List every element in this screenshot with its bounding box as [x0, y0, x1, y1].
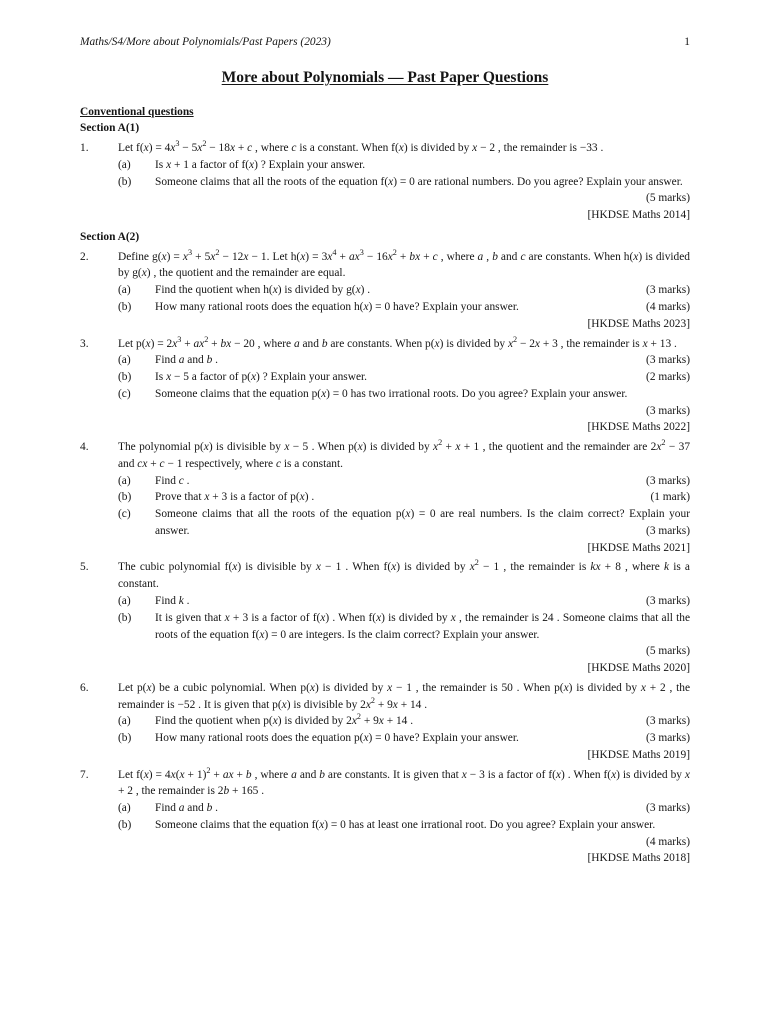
- question-part: [118, 282, 690, 299]
- part-text: Is x − 5 a factor of p(x) ? Explain your answer.: [155, 371, 368, 384]
- question-body: [118, 767, 690, 868]
- question-1: [80, 140, 690, 224]
- part-label: (b): [118, 818, 132, 831]
- part-label: (b): [118, 491, 132, 504]
- part-label: (a): [118, 802, 131, 815]
- part-label: (c): [118, 387, 131, 400]
- heading-section-a1: Section A(1): [80, 122, 140, 135]
- part-label: (b): [118, 175, 132, 188]
- question-part: [118, 506, 690, 540]
- part-text: How many rational roots does the equation h(x) = 0 have? Explain your answer.: [155, 300, 519, 313]
- part-text: Prove that x + 3 is a factor of p(x) .: [155, 491, 315, 504]
- part-marks: (2 marks): [646, 371, 690, 384]
- question-7: [80, 767, 690, 868]
- question-stem: The polynomial p(x) is divisible by x − 5 . When p(x) is divided by $x^2 + x + 1$ , the quotient and the remainder are $2x^2 - 37$ and cx + c − 1 respectively, where c is a constant.: [118, 438, 691, 470]
- question-number: 4.: [80, 441, 89, 454]
- source-ref: [HKDSE Maths 2022]: [587, 421, 690, 434]
- part-marks: (1 mark): [650, 491, 690, 504]
- header-title: Maths/S4/More about Polynomials/Past Papers (2023): [80, 36, 331, 48]
- question-body: [118, 680, 690, 764]
- part-label: (a): [118, 474, 131, 487]
- question-part: [118, 730, 690, 747]
- part-label: (a): [118, 715, 131, 728]
- question-body: [118, 336, 690, 437]
- part-text: Find a and b .: [155, 802, 219, 815]
- question-body: [118, 140, 690, 224]
- question-part: [118, 817, 690, 851]
- question-number: 3.: [80, 337, 89, 350]
- question-part: [118, 352, 690, 369]
- question-body: [118, 559, 690, 676]
- document-header: [80, 34, 690, 51]
- question-3: [80, 336, 690, 437]
- part-label: (a): [118, 158, 131, 171]
- part-text: Find the quotient when p(x) is divided by $2x^2 + 9x + 14$ .: [155, 712, 414, 728]
- doc-title: More about Polynomials — Past Paper Questions: [221, 68, 549, 86]
- source-ref: [HKDSE Maths 2023]: [587, 317, 690, 330]
- source-ref: [HKDSE Maths 2014]: [587, 209, 690, 222]
- part-marks: (3 marks): [646, 284, 690, 297]
- question-stem: The cubic polynomial f(x) is divisible by x − 1 . When f(x) is divided by $x^2 - 1$ , the remainder is kx + 8 , where k is a constant.: [118, 558, 690, 591]
- part-marks: (3 marks): [646, 524, 690, 537]
- question-number: 2.: [80, 250, 89, 263]
- part-marks: (3 marks): [646, 354, 690, 367]
- heading-conventional-questions: Conventional questions: [80, 105, 194, 118]
- question-number: 7.: [80, 768, 89, 781]
- part-marks: (3 marks): [646, 594, 690, 607]
- question-part: [118, 386, 690, 403]
- question-part: [118, 610, 690, 644]
- question-part: [118, 157, 690, 174]
- marks-total: (5 marks): [646, 645, 690, 658]
- question-stem: Let $f(x) = 4x(x + 1)^2$ + ax + b , where a and b are constants. It is given that x − 3 is a factor of f(x) . When f(x) is divided by x + 2 , the remainder is 2b + 165 .: [118, 765, 690, 798]
- part-marks: (3 marks): [646, 802, 690, 815]
- part-marks: (3 marks): [646, 715, 690, 728]
- question-part: [118, 473, 690, 490]
- question-body: [118, 249, 690, 333]
- part-label: (b): [118, 371, 132, 384]
- part-text: Someone claims that the equation p(x) = 0 has two irrational roots. Do you agree? Explain your answer.: [155, 387, 628, 400]
- source-ref: [HKDSE Maths 2019]: [587, 748, 690, 761]
- part-label: (b): [118, 300, 132, 313]
- question-2: [80, 249, 690, 333]
- part-marks: (3 marks): [646, 732, 690, 745]
- part-text: [155, 817, 690, 851]
- part-text: How many rational roots does the equation p(x) = 0 have? Explain your answer.: [155, 732, 519, 745]
- heading-section-a2: Section A(2): [80, 230, 140, 243]
- part-label: (a): [118, 284, 131, 297]
- question-number: 6.: [80, 681, 89, 694]
- part-text: Find the quotient when h(x) is divided by g(x) .: [155, 284, 371, 297]
- source-ref: [HKDSE Maths 2021]: [587, 541, 690, 554]
- question-part: [118, 299, 690, 316]
- part-label: (a): [118, 354, 131, 367]
- question-5: [80, 559, 690, 676]
- part-marks: (3 marks): [646, 474, 690, 487]
- part-text: Is x + 1 a factor of f(x) ? Explain your answer.: [155, 158, 366, 171]
- part-text: Find a and b .: [155, 354, 219, 367]
- question-stem: Let $p(x) = 2x^3 + ax^2$ + bx − 20 , where a and b are constants. When p(x) is divided by $x^2 - 2x + 3$ , the remainder is x + 13 .: [118, 334, 677, 350]
- source-ref: [HKDSE Maths 2018]: [587, 852, 690, 865]
- question-body: [118, 439, 690, 556]
- question-stem: Define $g(x) = x^3 + 5x^2 - 12x - 1$. Let $h(x) = 3x^4 + ax^3 - 16x^2$ + bx + c , where a , b and c are constants. When h(x) is divided by g(x) , the quotient and the remainder are equal.: [118, 247, 691, 280]
- question-stem: Let $f(x) = 4x^3 - 5x^2 - 18x + c$ , where c is a constant. When f(x) is divided by x − 2 , the remainder is −33 .: [118, 139, 604, 155]
- question-part: [118, 369, 690, 386]
- part-label: (b): [118, 611, 132, 624]
- question-number: 1.: [80, 142, 89, 155]
- part-label: (c): [118, 508, 131, 521]
- part-text-run: Someone claims that the equation f(x) = 0 has at least one irrational root. Do you agree? Explain your answer.: [155, 818, 656, 831]
- part-text: Find k .: [155, 594, 190, 607]
- question-part: [118, 593, 690, 610]
- question-4: [80, 439, 690, 556]
- part-text: [155, 506, 690, 540]
- question-part: [118, 713, 690, 730]
- part-text: Find c .: [155, 474, 190, 487]
- marks-total: (5 marks): [646, 192, 690, 205]
- part-label: (b): [118, 732, 132, 745]
- question-stem: Let p(x) be a cubic polynomial. When p(x) is divided by x − 1 , the remainder is 50 . When p(x) is divided by x + 2 , the remainder is −52 . It is given that p(x) is divisible by $2x^2 + 9x + 14$ .: [118, 681, 691, 711]
- part-text-run: Someone claims that all the roots of the equation p(x) = 0 are real numbers. Is the claim correct? Explain your answer.: [155, 508, 690, 537]
- question-part: [118, 489, 690, 506]
- question-part: [118, 174, 690, 191]
- question-6: [80, 680, 690, 764]
- source-ref: [HKDSE Maths 2020]: [587, 662, 690, 675]
- question-number: 5.: [80, 561, 89, 574]
- part-text: Someone claims that all the roots of the equation f(x) = 0 are rational numbers. Do you agree? Explain your answer.: [155, 175, 683, 188]
- part-marks: (4 marks): [646, 300, 690, 313]
- marks-total: (3 marks): [646, 404, 690, 417]
- page-number: 1: [684, 36, 690, 48]
- question-part: [118, 800, 690, 817]
- part-text: It is given that x + 3 is a factor of f(x) . When f(x) is divided by x , the remainder is 24 . Someone claims that all the roots of the equation f(x) = 0 are integers. Is the claim correct? Explain your answer.: [155, 611, 691, 641]
- part-marks: (4 marks): [646, 835, 690, 848]
- part-label: (a): [118, 594, 131, 607]
